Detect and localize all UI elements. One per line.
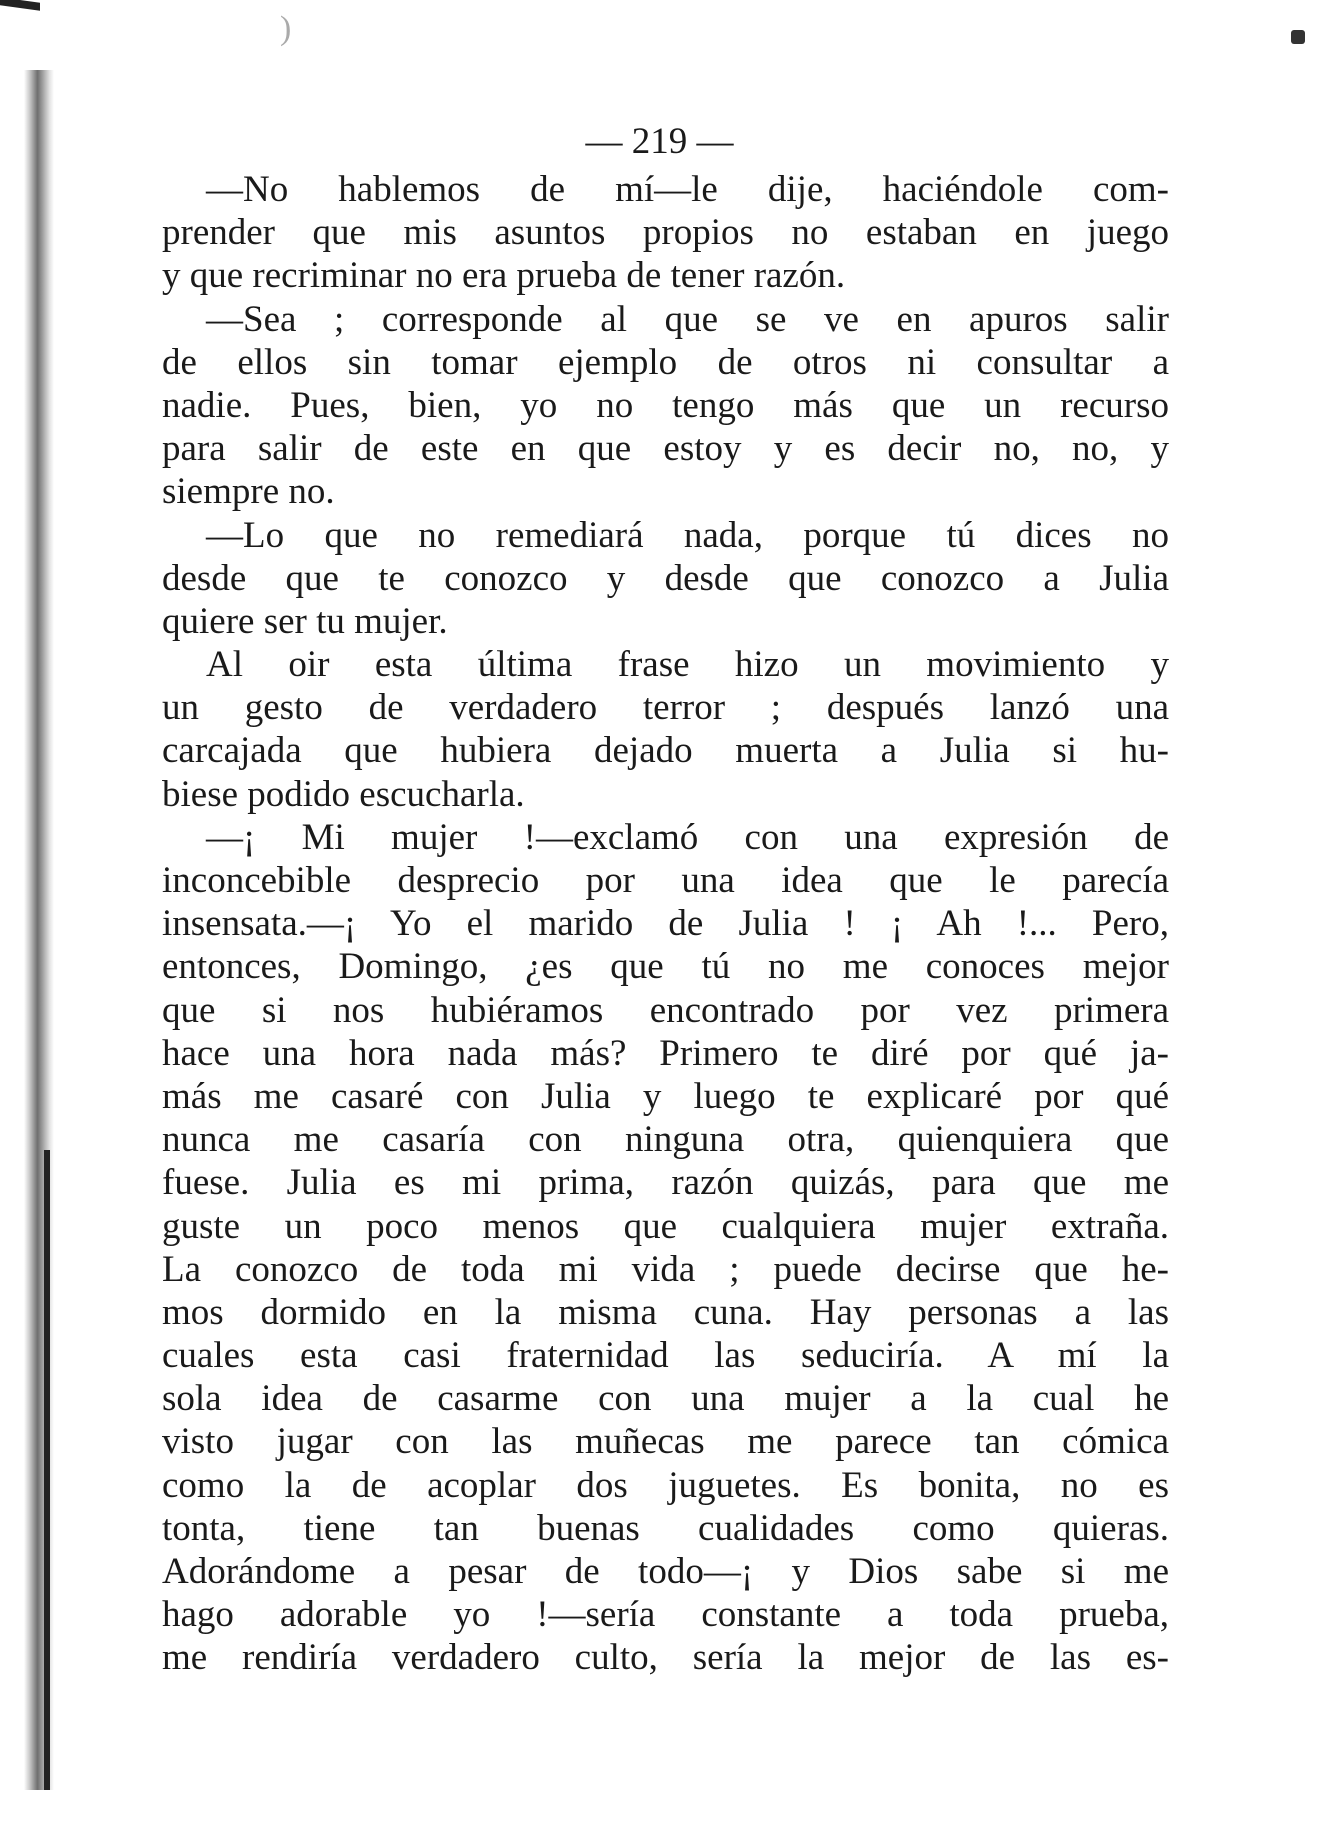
text-line: mos dormido en la misma cuna. Hay personas a las (162, 1291, 1169, 1333)
text-line: tonta, tiene tan buenas cualidades como quieras. (162, 1507, 1169, 1549)
body-text (162, 168, 1169, 1680)
text-line: Adorándome a pesar de todo—¡ y Dios sabe si me (162, 1551, 1169, 1592)
text-line: nadie. Pues, bien, yo no tengo más que un recurso (162, 384, 1169, 426)
book-binding-edge (44, 1150, 50, 1790)
page-number: — 219 — (585, 121, 734, 162)
text-line: nunca me casaría con ninguna otra, quienquiera que (162, 1119, 1169, 1161)
text-line: que si nos hubiéramos encontrado por vez primera (162, 989, 1169, 1031)
text-line: —No hablemos de mí—le dije, haciéndole com- (206, 169, 1169, 210)
text-line: quiere ser tu mujer. (162, 600, 448, 642)
scan-artifact: ) (280, 10, 292, 47)
text-line: hago adorable yo !—sería constante a toda prueba, (162, 1594, 1169, 1636)
text-line: un gesto de verdadero terror ; después lanzó una (162, 687, 1169, 729)
text-line: desde que te conozco y desde que conozco a Julia (162, 557, 1169, 599)
text-line: Al oir esta última frase hizo un movimiento y (206, 644, 1169, 686)
text-line: me rendiría verdadero culto, sería la mejor de las es- (162, 1637, 1169, 1679)
text-line: como la de acoplar dos juguetes. Es bonita, no es (162, 1464, 1169, 1506)
text-line: siempre no. (162, 471, 335, 513)
text-line: insensata.—¡ Yo el marido de Julia ! ¡ Ah !... Pero, (162, 903, 1169, 945)
text-line: de ellos sin tomar ejemplo de otros ni consultar a (162, 341, 1169, 383)
text-line: entonces, Domingo, ¿es que tú no me conoces mejor (162, 946, 1169, 988)
text-line: visto jugar con las muñecas me parece tan cómica (162, 1421, 1169, 1463)
text-line: La conozco de toda mi vida ; puede decirse que he- (162, 1248, 1169, 1290)
text-line: —¡ Mi mujer !—exclamó con una expresión de (206, 816, 1169, 858)
text-line: —Sea ; corresponde al que se ve en apuros salir (206, 298, 1169, 340)
text-line: biese podido escucharla. (162, 773, 525, 815)
text-line: más me casaré con Julia y luego te explicaré por qué (162, 1075, 1169, 1117)
text-line: carcajada que hubiera dejado muerta a Julia si hu- (162, 730, 1169, 772)
text-line: fuese. Julia es mi prima, razón quizás, para que me (162, 1162, 1169, 1204)
text-line: inconcebible desprecio por una idea que le parecía (162, 860, 1169, 901)
text-line: guste un poco menos que cualquiera mujer extraña. (162, 1205, 1169, 1247)
text-line: cuales esta casi fraternidad las seduciría. A mí la (162, 1335, 1169, 1377)
text-line: y que recriminar no era prueba de tener razón. (162, 255, 846, 297)
scan-artifact (0, 0, 40, 11)
scan-artifact (1291, 30, 1305, 44)
text-line: hace una hora nada más? Primero te diré por qué ja- (162, 1032, 1169, 1074)
text-line: para salir de este en que estoy y es decir no, no, y (162, 428, 1169, 470)
text-line: sola idea de casarme con una mujer a la cual he (162, 1378, 1169, 1420)
text-line: prender que mis asuntos propios no estaban en juego (162, 212, 1169, 254)
text-line: —Lo que no remediará nada, porque tú dices no (206, 514, 1169, 556)
